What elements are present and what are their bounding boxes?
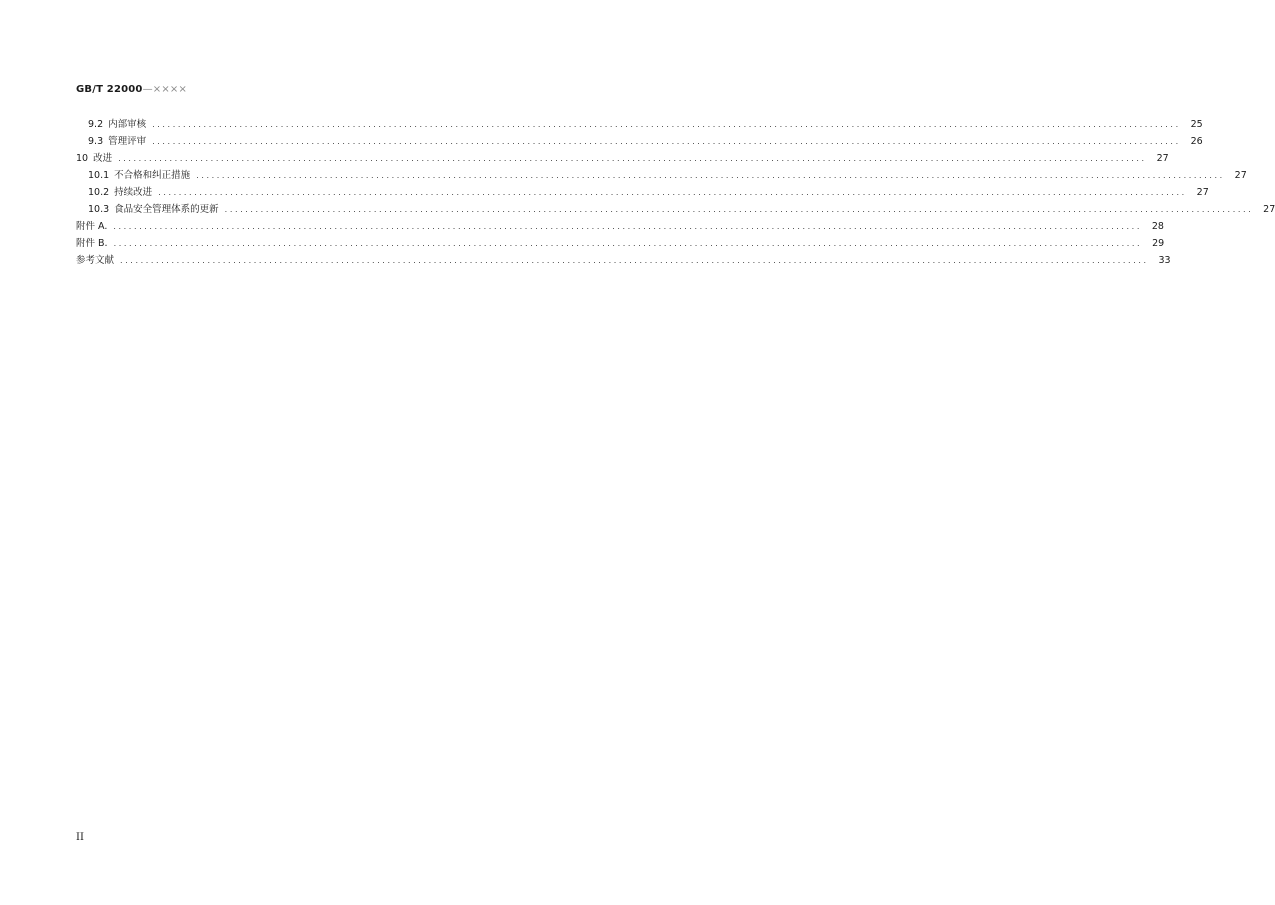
toc-leader-dots: ........................................................................................................................................................................................................: [120, 256, 1149, 265]
toc-entry-page: 27: [1156, 153, 1169, 164]
standard-code-header: [76, 84, 187, 95]
toc-leader-dots: ........................................................................................................................................................................................................: [118, 154, 1147, 163]
toc-entry-title: 持续改进: [114, 187, 153, 198]
toc-entry-title: 食品安全管理体系的更新: [114, 204, 219, 215]
standard-code-year-placeholder: —××××: [142, 84, 188, 95]
toc-leader-dots: ........................................................................................................................................................................................................: [224, 205, 1254, 214]
toc-leader-dots: ........................................................................................................................................................................................................: [113, 222, 1142, 231]
table-of-contents: [76, 116, 1275, 269]
toc-entry-number: 10.3: [88, 204, 110, 215]
toc-entry-number: 10: [76, 153, 89, 164]
toc-entry-title: 改进: [93, 153, 113, 164]
toc-entry-page: 27: [1234, 170, 1247, 181]
toc-entry-9-3[interactable]: [76, 133, 1203, 150]
toc-entry-10[interactable]: [76, 150, 1169, 167]
toc-entry-page: 25: [1190, 119, 1203, 130]
toc-leader-dots: ........................................................................................................................................................................................................: [113, 239, 1143, 248]
toc-entry-annex-b[interactable]: [76, 235, 1165, 252]
toc-entry-page: 33: [1158, 255, 1171, 266]
toc-entry-10-1[interactable]: [76, 167, 1247, 184]
toc-entry-page: 27: [1263, 204, 1275, 215]
toc-entry-number: 9.2: [88, 119, 104, 130]
toc-entry-bibliography[interactable]: [76, 252, 1171, 269]
toc-entry-number: 9.3: [88, 136, 104, 147]
toc-entry-title: 管理评审: [108, 136, 147, 147]
toc-entry-title: 附件 B.: [76, 238, 108, 249]
toc-leader-dots: ........................................................................................................................................................................................................: [158, 188, 1187, 197]
toc-entry-9-2[interactable]: [76, 116, 1203, 133]
page-number-folio: II: [76, 832, 84, 843]
toc-entry-title: 参考文献: [76, 255, 115, 266]
toc-leader-dots: ........................................................................................................................................................................................................: [196, 171, 1225, 180]
toc-entry-number: 10.2: [88, 187, 110, 198]
toc-entry-page: 27: [1196, 187, 1209, 198]
toc-entry-page: 28: [1151, 221, 1164, 232]
toc-leader-dots: ........................................................................................................................................................................................................: [152, 120, 1181, 129]
toc-entry-page: 26: [1190, 136, 1203, 147]
toc-entry-number: 10.1: [88, 170, 110, 181]
toc-entry-10-2[interactable]: [76, 184, 1209, 201]
toc-entry-page: 29: [1152, 238, 1165, 249]
toc-entry-10-3[interactable]: [76, 201, 1275, 218]
toc-entry-title: 内部审核: [108, 119, 147, 130]
standard-code: GB/T 22000: [76, 84, 143, 95]
toc-leader-dots: ........................................................................................................................................................................................................: [152, 137, 1181, 146]
toc-entry-title: 附件 A.: [76, 221, 108, 232]
toc-entry-annex-a[interactable]: [76, 218, 1164, 235]
toc-entry-title: 不合格和纠正措施: [114, 170, 191, 181]
